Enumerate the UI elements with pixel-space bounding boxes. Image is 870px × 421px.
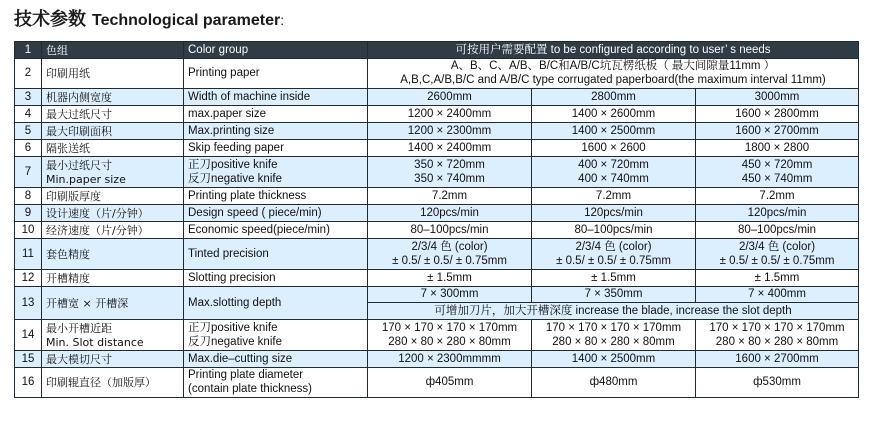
param-name-en-line: max.paper size [188,107,266,120]
param-name-en [184,140,368,157]
value-line: 7.2mm [431,189,468,202]
value-line: ± 0.5/ ± 0.5/ ± 0.75mm [392,254,507,267]
value-cell [696,140,859,157]
param-name-en-line: (contain plate thickness) [188,383,313,395]
spec-row [15,205,859,222]
param-name-zh-line: 机器内侧宽度 [46,90,112,104]
param-name-en [184,368,368,398]
row-number: 4 [15,106,42,123]
value-line: 1600 × 2700mm [735,352,819,365]
value-line: 170 × 170 × 170 × 170mm [545,321,682,334]
value-cell [532,157,696,188]
param-name-zh-line: 隔张送纸 [46,141,90,155]
page-title [14,5,284,31]
param-name-zh [42,368,184,398]
param-name-en-line: Color group [188,43,249,56]
title-en: Technological parameter [92,12,281,29]
spec-table [14,41,859,398]
param-name-en [184,320,368,351]
param-name-zh-line: 开槽精度 [46,271,90,285]
value-line: ф480mm [589,376,638,388]
value-line: 280 × 80 × 280 × 80mm [715,335,839,348]
param-name-en [184,188,368,205]
row-number: 11 [15,239,42,270]
value-cell [368,270,532,287]
spec-table-body [15,42,859,398]
param-name-en-line: 正刀positive knife [188,158,278,171]
value-cell [696,123,859,140]
value-cell [532,239,696,270]
value-cell [696,368,859,398]
param-name-en [184,59,368,89]
value-cell [368,368,532,398]
param-name-en [184,205,368,222]
value-cell [368,239,532,270]
value-cell [368,222,532,239]
value-line: 350 × 740mm [414,172,485,185]
spec-row [15,222,859,239]
value-line: 1400 × 2500mm [571,352,656,365]
param-name-en-line: Max.slotting depth [188,296,282,309]
spec-row [15,351,859,368]
row-number: 14 [15,320,42,351]
param-name-zh [42,320,184,351]
value-line: 350 × 720mm [414,158,485,171]
value-line: ф530mm [753,376,801,388]
value-cell [696,287,859,303]
param-name-en-line: Design speed ( piece/min) [188,206,322,219]
value-line: 280 × 80 × 280 × 80mm [552,335,675,348]
param-name-zh [42,106,184,123]
param-name-zh [42,123,184,140]
value-cell [368,188,532,205]
value-cell [368,123,532,140]
param-name-en-line: Printing paper [188,67,260,79]
value-cell [368,205,532,222]
param-name-en-line: Economic speed(piece/min) [188,223,330,236]
value-cell [696,157,859,188]
value-line: ± 1.5mm [427,271,472,284]
value-line: 400 × 720mm [578,158,649,171]
param-name-zh [42,239,184,270]
param-name-zh [42,351,184,368]
value-cell [696,205,859,222]
value-line: 170 × 170 × 170 × 170mm [381,321,518,334]
param-name-en [184,222,368,239]
value-cell [696,222,859,239]
param-name-zh-line: Min. Slot distance [46,335,144,349]
value-line: 7.2mm [595,189,632,202]
row-number: 7 [15,157,42,188]
row-number: 10 [15,222,42,239]
param-name-zh [42,222,184,239]
param-name-en [184,106,368,123]
param-name-zh-line: 开槽宽 × 开槽深 [46,296,129,310]
param-name-en-line: Max.die–cutting size [188,352,293,365]
value-line: 7 × 300mm [420,288,479,300]
value-cell [532,89,696,106]
value-cell [696,351,859,368]
param-name-zh-line: 印刷用纸 [46,67,90,80]
value-cell [532,140,696,157]
value-line: 1200 × 2300mm [407,124,492,137]
value-cell [696,270,859,287]
param-name-en [184,270,368,287]
row-number: 15 [15,351,42,368]
value-cell [696,106,859,123]
value-cell [532,123,696,140]
value-line: 450 × 740mm [741,172,813,185]
value-line: 2/3/4 色 (color) [575,240,652,253]
value-line: 80–100pcs/min [410,223,489,236]
spec-row [15,287,859,303]
param-name-zh-line: 印刷版厚度 [46,189,101,203]
value-line: 1200 × 2400mm [407,107,492,120]
param-name-zh [42,270,184,287]
value-cell [368,140,532,157]
spec-row [15,188,859,205]
value-cell [532,106,696,123]
param-name-en-line: Width of machine inside [188,90,311,103]
row-number: 13 [15,287,42,320]
param-name-zh [42,42,184,59]
value-cell [532,270,696,287]
param-name-zh [42,205,184,222]
value-line: 1400 × 2600mm [571,107,656,120]
value-line: 2/3/4 色 (color) [411,240,488,253]
row-number: 6 [15,140,42,157]
param-name-en-line: 反刀negative knife [188,335,282,348]
param-name-zh-line: 色组 [46,43,68,57]
value-line: 7 × 400mm [748,288,806,300]
param-name-en-line: Slotting precision [188,271,276,284]
title-zh: 技术参数 [14,9,86,30]
value-line: 2600mm [427,90,472,103]
row-number: 2 [15,59,42,89]
param-name-zh-line: 最小过纸尺寸 [46,158,112,172]
value-cell [696,188,859,205]
value-line: 1200 × 2300mmmm [398,352,501,365]
value-line: 280 × 80 × 280 × 80mm [388,335,511,348]
param-name-en-line: Printing plate diameter [188,369,304,381]
param-name-en-line: Max.printing size [188,124,275,137]
param-name-en-line: 正刀positive knife [188,321,278,334]
row-number: 16 [15,368,42,398]
value-cell [532,287,696,303]
value-cell [368,89,532,106]
param-name-zh-line: 最大印刷面积 [46,124,112,138]
param-name-en-line: Tinted precision [188,247,269,260]
param-name-zh [42,140,184,157]
value-line: 7.2mm [759,189,795,202]
param-name-en [184,239,368,270]
value-cell [368,157,532,188]
row-number: 9 [15,205,42,222]
value-line: 450 × 720mm [741,158,813,171]
value-line: 1400 × 2400mm [407,141,492,154]
value-cell [532,205,696,222]
spec-row [15,42,859,59]
value-line: 7 × 350mm [584,288,643,300]
param-name-zh-line: Min.paper size [46,172,126,186]
param-name-zh-line: 印刷辊直径（加版厚） [46,376,156,389]
value-line: ± 0.5/ ± 0.5/ ± 0.75mm [719,254,835,267]
param-name-en-line: Skip feeding paper [188,141,284,154]
param-name-en [184,42,368,59]
value-span-line: A、B、C、A/B、B/C和A/B/C坑瓦楞纸板（ 最大间隙量11mm ） [450,60,776,72]
spec-row [15,89,859,106]
value-line: 1600 × 2700mm [735,124,819,137]
value-cell [532,222,696,239]
value-cell [532,320,696,351]
value-span: 可按用户需要配置 to be configured according to user’ s needs [368,42,859,59]
param-name-zh-line: 经济速度（片/分钟） [46,223,149,237]
spec-row [15,59,859,89]
value-cell [696,320,859,351]
value-line: 120pcs/min [584,206,643,219]
param-name-zh-line: 最大模切尺寸 [46,352,112,366]
value-line: ± 1.5mm [754,271,800,284]
value-line: 2800mm [591,90,636,103]
value-line: 80–100pcs/min [738,223,816,236]
spec-row [15,368,859,398]
value-cell [368,106,532,123]
param-name-zh [42,188,184,205]
slot-note: 可增加刀片，加大开槽深度 increase the blade, increase the slot depth [368,303,859,320]
value-cell [696,89,859,106]
value-line: 170 × 170 × 170 × 170mm [709,321,845,334]
value-cell [532,368,696,398]
spec-row [15,140,859,157]
row-number: 5 [15,123,42,140]
value-line: 1400 × 2500mm [571,124,656,137]
param-name-en [184,287,368,320]
param-name-en [184,351,368,368]
row-number: 1 [15,42,42,59]
spec-row [15,270,859,287]
param-name-en [184,89,368,106]
value-line: 1600 × 2800mm [735,107,819,120]
param-name-zh [42,157,184,188]
value-cell [368,351,532,368]
param-name-zh-line: 最小开槽近距 [46,321,112,335]
spec-row [15,123,859,140]
param-name-en [184,123,368,140]
value-line: 120pcs/min [420,206,479,219]
param-name-zh-line: 最大过纸尺寸 [46,107,112,121]
value-line: 120pcs/min [747,206,807,219]
value-line: ± 1.5mm [591,271,636,284]
row-number: 12 [15,270,42,287]
value-cell [368,320,532,351]
spec-row [15,239,859,270]
row-number: 8 [15,188,42,205]
value-cell [696,239,859,270]
value-line: 1600 × 2600 [581,141,646,154]
value-cell [532,351,696,368]
param-name-zh [42,89,184,106]
param-name-zh [42,287,184,320]
param-name-en [184,157,368,188]
value-line: 3000mm [754,90,800,103]
title-colon: : [280,12,285,28]
param-name-zh-line: 设计速度（片/分钟） [46,206,149,220]
spec-row [15,157,859,188]
value-cell [532,188,696,205]
value-span [368,59,859,89]
param-name-zh-line: 套色精度 [46,247,90,261]
row-number: 3 [15,89,42,106]
param-name-en-line: 反刀negative knife [188,172,282,185]
value-line: 400 × 740mm [578,172,649,185]
value-line: ф405mm [425,376,474,388]
value-line: 1800 × 2800 [744,141,810,154]
spec-row [15,320,859,351]
value-span-line: A,B,C,A/B,B/C and A/B/C type corrugated paperboard(the maximum interval 11mm) [400,74,826,86]
value-cell [368,287,532,303]
param-name-en-line: Printing plate thickness [188,189,307,202]
value-line: 2/3/4 色 (color) [738,240,816,253]
value-line: ± 0.5/ ± 0.5/ ± 0.75mm [556,254,671,267]
value-line: 80–100pcs/min [574,223,653,236]
spec-row [15,106,859,123]
param-name-zh [42,59,184,89]
